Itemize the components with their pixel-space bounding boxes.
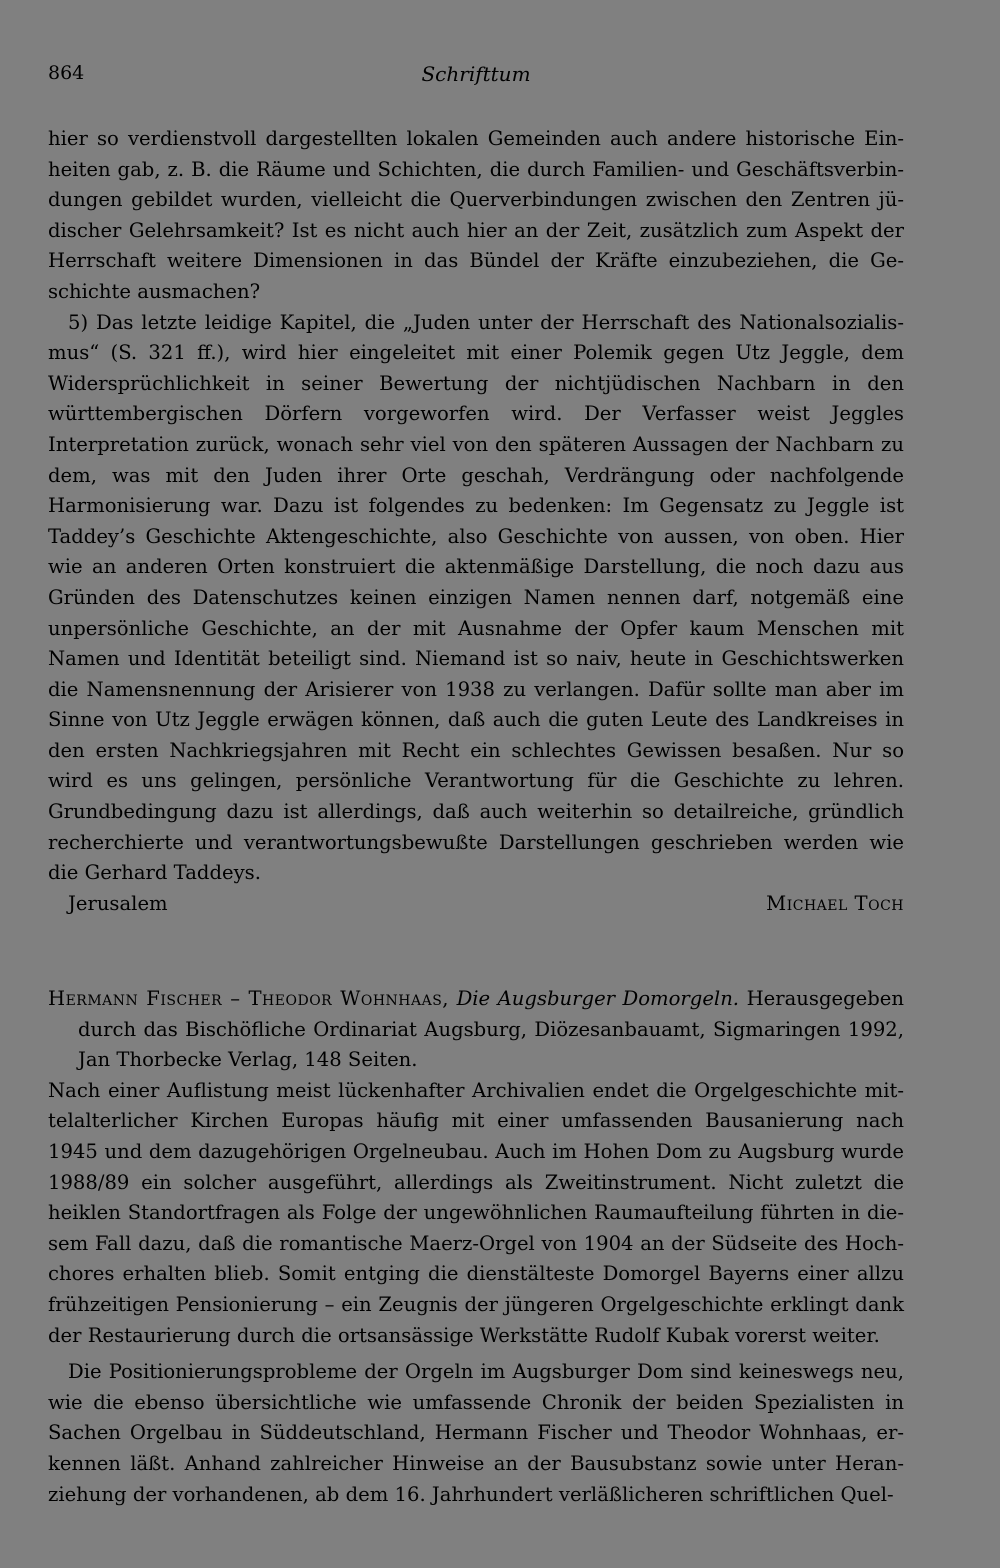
review-fischer-wohnhaas	[48, 984, 904, 1510]
signature-author: Michael Toch	[766, 891, 904, 915]
signature-place: Jerusalem	[68, 891, 168, 915]
citation-publication: Herausgegeben durch das Bischöfliche Ordinariat Augsburg, Diözesanbauamt, Sigmaringen 1992, Jan Thorbecke Verlag, 148 Seiten.	[78, 987, 905, 1072]
book-citation	[48, 984, 904, 1076]
review-continuation	[48, 124, 904, 919]
citation-authors: Hermann Fischer – Theodor Wohnhaas,	[48, 987, 450, 1010]
citation-title: Die Augsburger Domorgeln.	[456, 987, 740, 1010]
running-head: Schrifttum	[421, 62, 531, 86]
paragraph: 5) Das letzte leidige Kapitel, die „Juden unter der Herrschaft des Nationalsozialismus“ (S. 321 ff.), wird hier eingeleitet mit einer Polemik gegen Utz Jeggle, dem Widersprüchlichkeit in seiner Bewertung der nichtjüdischen Nachbarn in den württembergischen Dörfern vorgeworfen wird. Der Verfasser weist Jeggles Interpretation zurück, wonach sehr viel von den späteren Aussagen der Nachbarn zu dem, was mit den Juden ihrer Orte geschah, Verdrängung oder nachfolgende Harmonisierung war. Dazu ist folgendes zu bedenken: Im Gegensatz zu Jeggle ist Taddey’s Geschichte Aktengeschichte, also Geschichte von aussen, von oben. Hier wie an anderen Orten konstruiert die aktenmäßige Darstellung, die noch dazu aus Gründen des Datenschutzes keinen einzigen Namen nennen darf, notgemäß eine unpersönliche Geschichte, an der mit Ausnahme der Opfer kaum Menschen mit Namen und Identität beteiligt sind. Niemand ist so naiv, heute in Geschichtswerken die Namensnennung der Arisierer von 1938 zu verlangen. Dafür sollte man aber im Sinne von Utz Jeggle erwägen können, daß auch die guten Leute des Landkreises in den ersten Nachkriegsjahren mit Recht ein schlechtes Gewissen besaßen. Nur so wird es uns gelingen, persönliche Verantwortung für die Geschichte zu lehren. Grundbedingung dazu ist allerdings, daß auch weiterhin so detailreiche, gründlich recherchierte und verantwortungsbewußte Darstellungen geschrieben werden wie die Gerhard Taddeys.	[48, 310, 904, 885]
paragraph: Nach einer Auflistung meist lückenhafter Archivalien endet die Orgelgeschichte mittelalterlicher Kirchen Europas häufig mit einer umfassenden Bausanierung nach 1945 und dem dazugehörigen Orgelneubau. Auch im Hohen Dom zu Augsburg wurde 1988/89 ein solcher ausgeführt, allerdings als Zweitinstrument. Nicht zuletzt die heiklen Standortfragen als Folge der ungewöhnlichen Raumaufteilung führten in diesem Fall dazu, daß die romantische Maerz-Orgel von 1904 an der Südseite des Hochchores erhalten blieb. Somit entging die dienstälteste Domorgel Bayerns einer allzu frühzeitigen Pensionierung – ein Zeugnis der jüngeren Orgelgeschichte erklingt dank der Restaurierung durch die ortsansässige Werkstätte Rudolf Kubak vorerst weiter.	[48, 1078, 904, 1347]
paragraph: hier so verdienstvoll dargestellten lokalen Gemeinden auch andere historische Einheiten gab, z. B. die Räume und Schichten, die durch Familien- und Geschäftsverbindungen gebildet wurden, vielleicht die Querverbindungen zwischen den Zentren jüdischer Gelehrsamkeit? Ist es nicht auch hier an der Zeit, zusätzlich zum Aspekt der Herrschaft weitere Dimensionen in das Bündel der Kräfte einzubeziehen, die Geschichte ausmachen?	[48, 127, 904, 303]
page-number: 864	[48, 62, 85, 84]
paragraph: Die Positionierungsprobleme der Orgeln im Augsburger Dom sind keineswegs neu, wie die ebenso übersichtliche wie umfassende Chronik der beiden Spezialisten in Sachen Orgelbau in Süddeutschland, Hermann Fischer und Theodor Wohnhaas, erkennen läßt. Anhand zahlreicher Hinweise an der Bausubstanz sowie unter Heranziehung der vorhandenen, ab dem 16. Jahrhundert verläßlicheren schriftlichen Quel-	[48, 1360, 904, 1506]
review-signature	[48, 889, 904, 920]
page-header	[48, 62, 904, 92]
